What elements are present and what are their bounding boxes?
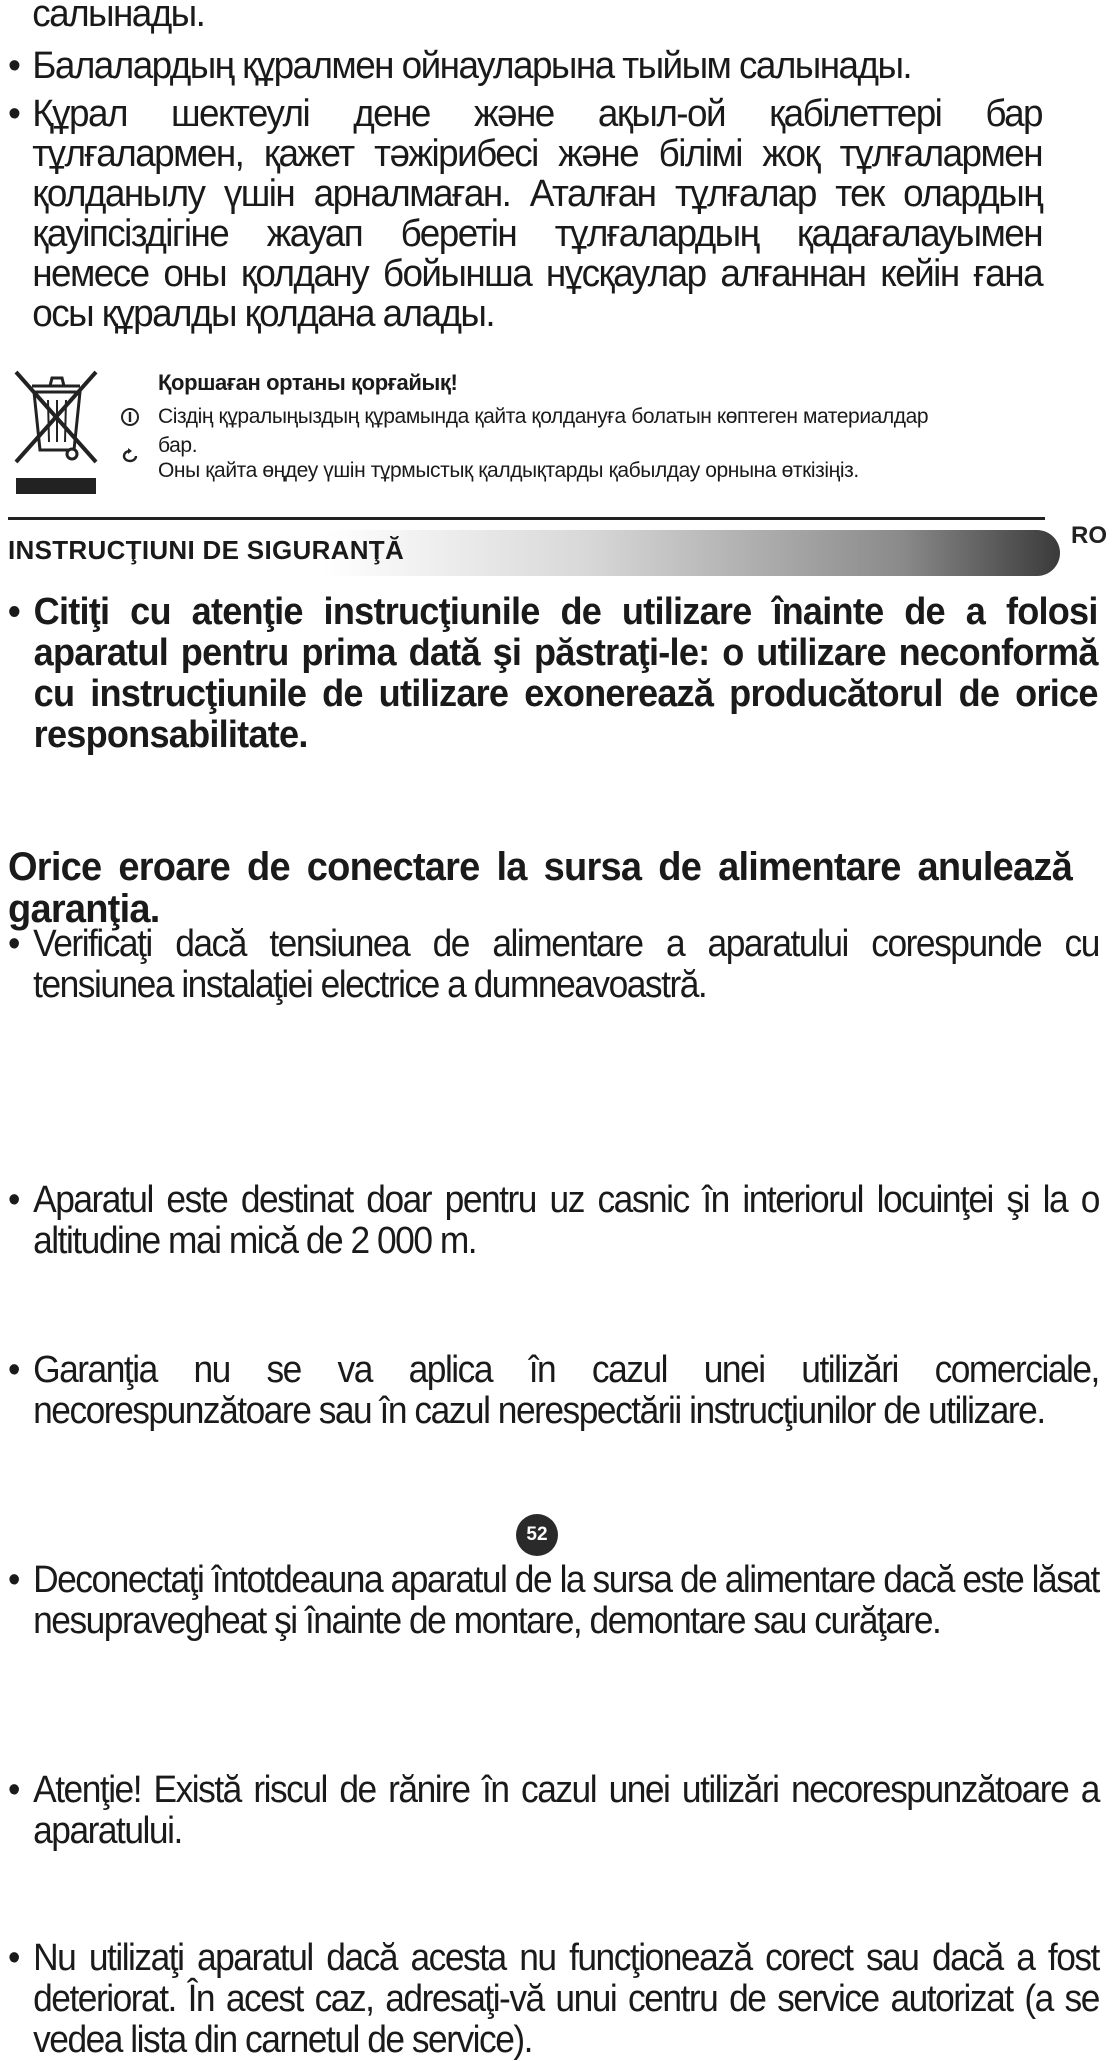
kazakh-bullet-2: • Құрал шектеулі дене және ақыл-ой қабілеттері бар тұлғалармен, қажет тәжірибесі және білімі жоқ тұлғалармен қолданылу үшін арналмаған. Аталған тұлғалар тек олардың қауіпсіздігіне жауап беретін тұлғалардың қадағалауымен немесе оны қолдану бойынша нұсқаулар алғаннан кейін ғана осы құралды қолдана алады.: [8, 94, 1042, 334]
section-title: INSTRUCŢIUNI DE SIGURANŢĂ: [8, 535, 405, 565]
safety-bullet-text: Deconectaţi întotdeauna aparatul de la sursa de alimentare dacă este lăsat nesupravegheat şi înainte de montare, demontare sau curăţare.: [33, 1559, 1099, 1642]
safety-bullet-household-use: [8, 1180, 1099, 1262]
warranty-warning-paragraph: Orice eroare de conectare la sursa de alimentare anulează garanţia.: [8, 845, 1072, 931]
environment-text-line-3: Оны қайта өңдеу үшін тұрмыстық қалдықтарды қабылдау орнына өткізіңіз.: [158, 459, 859, 482]
bullet-icon: •: [8, 1937, 19, 1979]
page-number: 52: [516, 1514, 558, 1556]
safety-bullet-text: Nu utilizaţi aparatul dacă acesta nu funcţionează corect sau dacă a fost deteriorat. În acest caz, adresaţi-vă unui centru de service autorizat (a se vedea lista din carnetul de service).: [33, 1937, 1099, 2061]
safety-bullet-voltage: [8, 924, 1099, 1006]
safety-bullet-text: Garanţia nu se va aplica în cazul unei utilizări comerciale, necorespunzătoare sau în cazul nerespectării instrucţiunilor de utilizare.: [33, 1349, 1099, 1432]
safety-bullet-injury-risk: [8, 1770, 1099, 1852]
safety-bullet-warranty-exclusion: [8, 1350, 1099, 1432]
bullet-icon: •: [8, 1349, 19, 1391]
safety-bullet-unplug: [8, 1560, 1099, 1642]
safety-bullet-text: Aparatul este destinat doar pentru uz casnic în interiorul locuinţei şi la o altitudine mai mică de 2 000 m.: [33, 1179, 1099, 1262]
safety-bullet-text: Atenţie! Există riscul de rănire în cazul unei utilizări necorespunzătoare a aparatului.: [33, 1769, 1099, 1852]
safety-bullet-read-instructions: [8, 592, 1098, 756]
crossed-out-wheelie-bin-icon: [10, 368, 102, 498]
kazakh-bullet-list: [8, 46, 1042, 342]
safety-bullet-damaged-appliance: [8, 1938, 1099, 2061]
information-circle-icon: [120, 407, 140, 427]
environment-text-line-2: бар.: [158, 434, 198, 457]
section-divider: [8, 517, 1045, 520]
bullet-icon: •: [8, 923, 19, 965]
safety-bullet-text: Verificaţi dacă tensiunea de alimentare a aparatului corespunde cu tensiunea instalaţiei electrice a dumneavoastră.: [33, 923, 1099, 1006]
recycle-arrow-icon: [120, 446, 140, 466]
kazakh-bullet-1: • Балалардың құралмен ойнауларына тыйым салынады.: [8, 46, 1042, 86]
bullet-icon: •: [8, 1769, 19, 1811]
language-tag: RO: [1071, 522, 1107, 549]
bullet-icon: •: [8, 1559, 19, 1601]
environment-text-line-1: Сіздің құралыңыздың құрамында қайта қолдануға болатын көптеген материалдар: [158, 405, 929, 428]
safety-bullet-text: Citiţi cu atenţie instrucţiunile de utilizare înainte de a folosi aparatul pentru prima dată şi păstraţi-le: o utilizare neconformă cu instrucţiunile de utilizare exonerează producătorul de orice responsabilitate.: [33, 591, 1098, 756]
kazakh-continuation-text: салынады.: [32, 0, 205, 35]
bullet-icon: •: [8, 591, 20, 633]
bullet-icon: •: [8, 1179, 19, 1221]
environment-title: Қоршаған ортаны қорғайық!: [158, 370, 458, 395]
